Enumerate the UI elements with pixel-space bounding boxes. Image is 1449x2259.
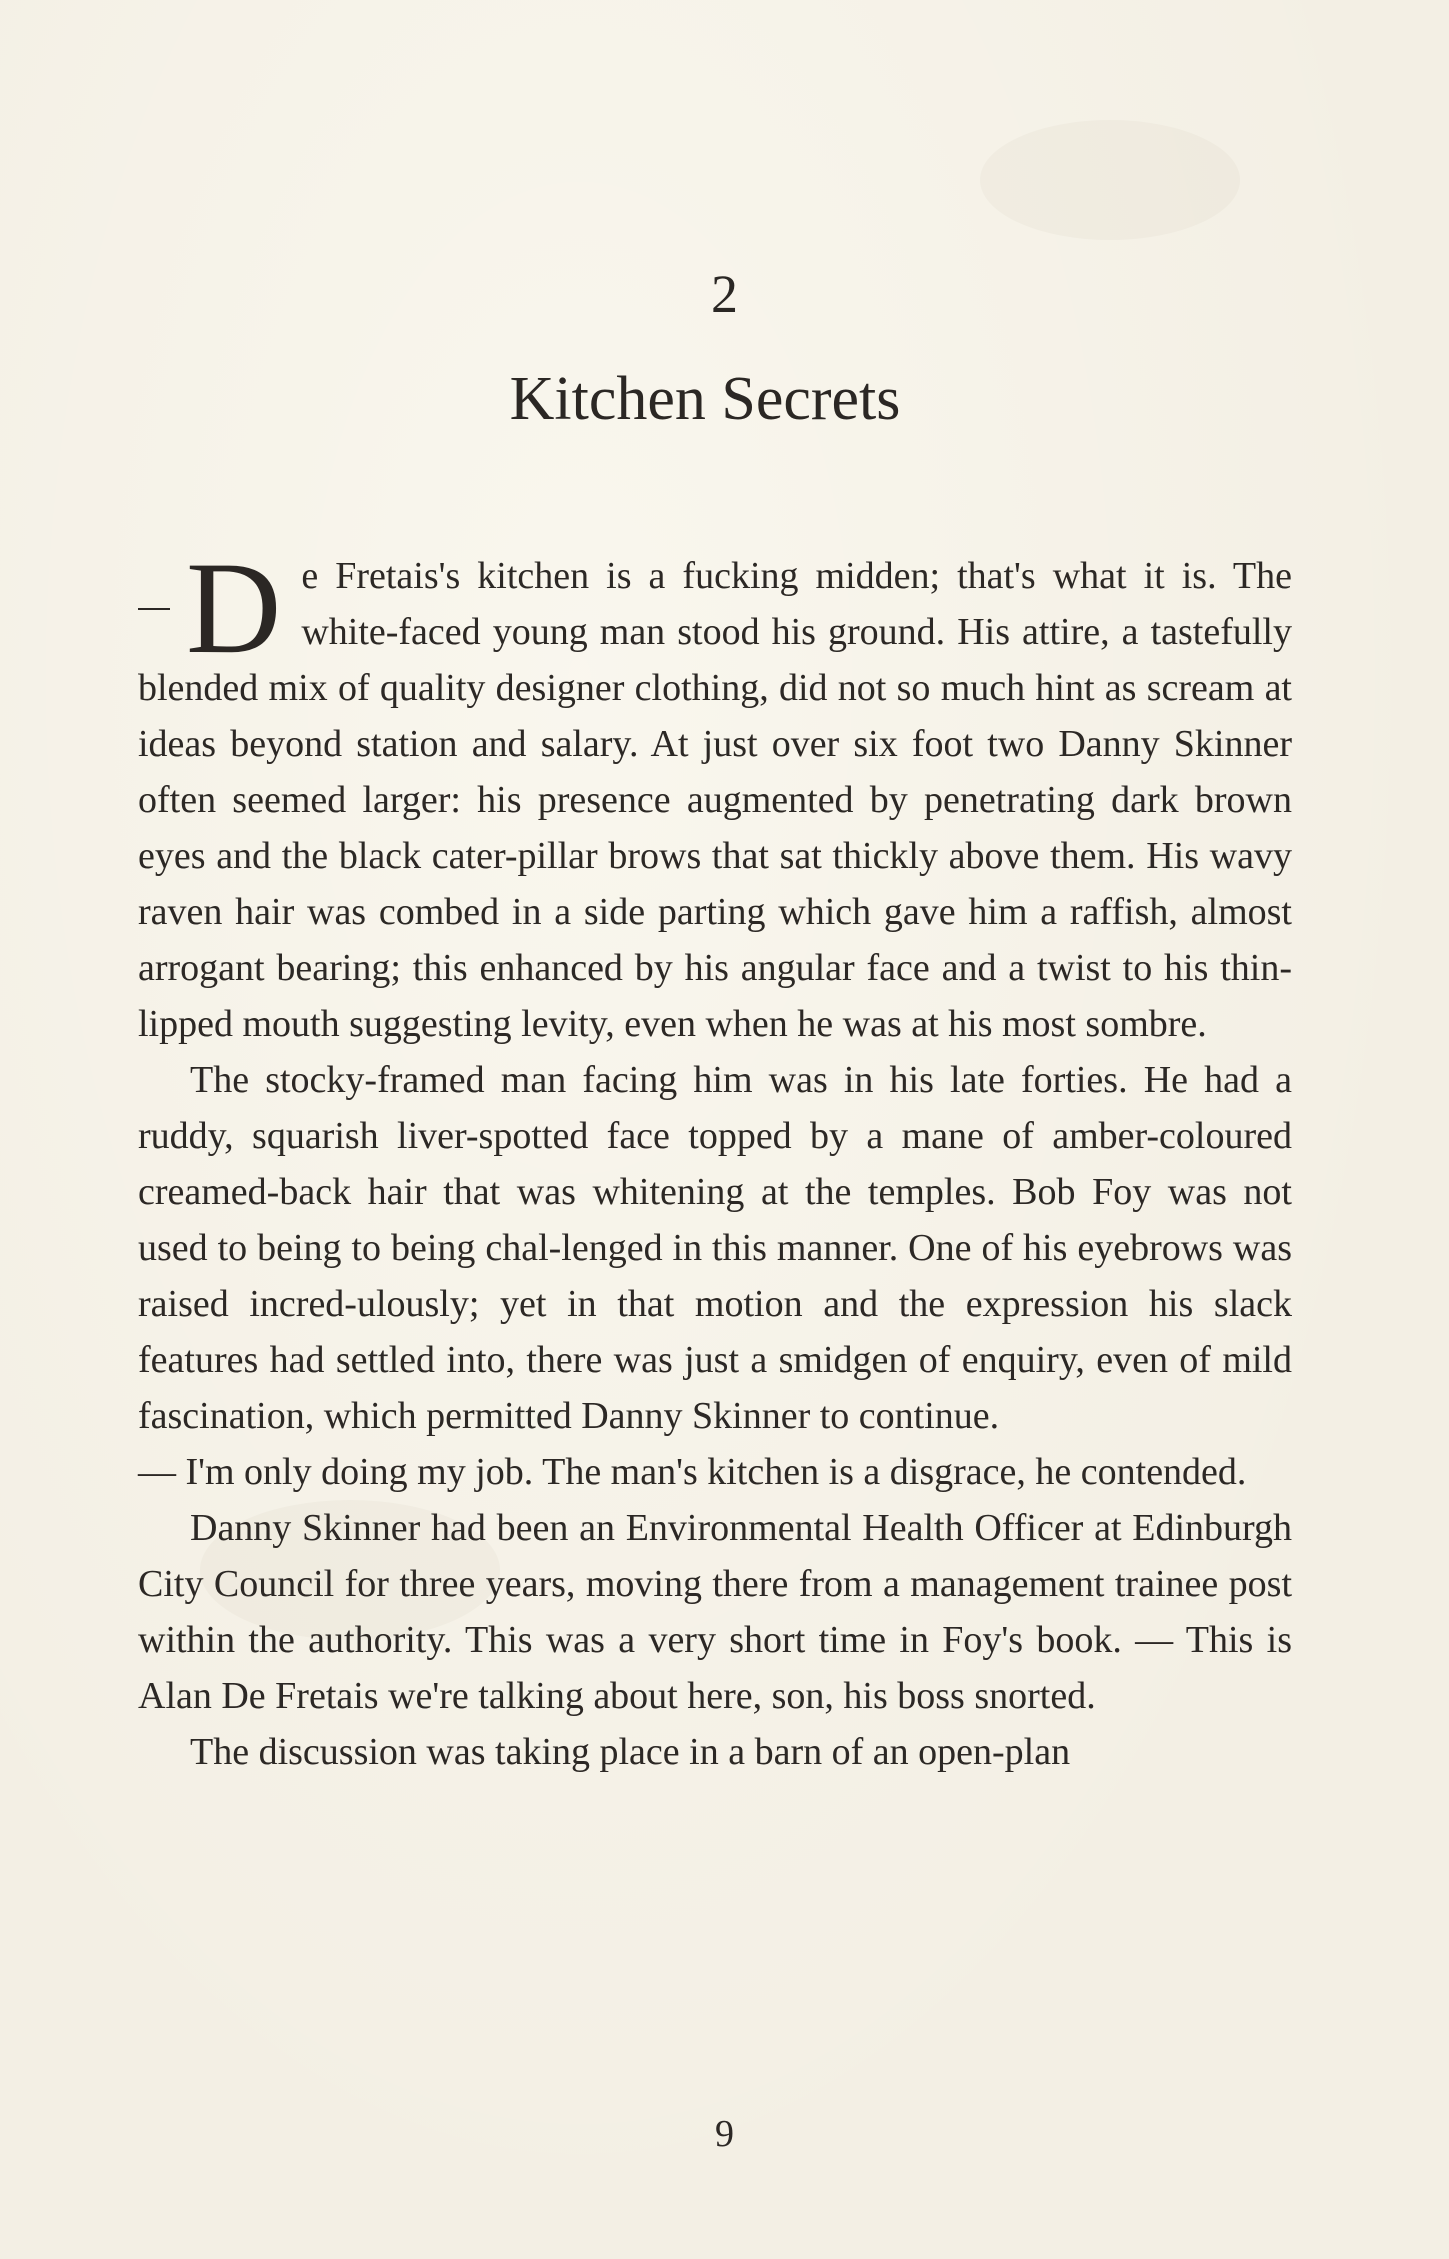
paragraph-3: — I'm only doing my job. The man's kitchen is a disgrace, he contended. [138, 1451, 1247, 1493]
paragraph-4: Danny Skinner had been an Environmental Health Officer at Edinburgh City Council for three years, moving there from a management trainee post within the authority. This was a very short time in Foy's book. — This is Alan De Fretais we're talking about here, son, his boss snorted. [138, 1507, 1292, 1717]
chapter-title: Kitchen Secrets [509, 365, 901, 433]
drop-cap: D [186, 534, 282, 681]
paragraph-1-text: e Fretais's kitchen is a fucking midden; that's what it is. The white-faced young man stood his ground. His attire, a tastefully blended mix of quality designer clothing, did not so much hint as scream at ideas beyond station and salary. At just over six foot two Danny Skinner often seemed larger: his presence augmented by penetrating dark brown eyes and the black cater-pillar brows that sat thickly above them. His wavy raven hair was combed in a side parting which gave him a raffish, almost arrogant bearing; this enhanced by his angular face and a twist to his thin-lipped mouth suggesting levity, even when he was at his most sombre. [138, 555, 1292, 1045]
paragraph-5: The discussion was taking place in a barn of an open-plan [190, 1731, 1071, 1773]
paragraph-1 [138, 534, 1292, 1052]
paper-stain [980, 120, 1240, 240]
chapter-number: 2 [711, 264, 738, 324]
paragraph-2: The stocky-framed man facing him was in his late forties. He had a ruddy, squarish liver-spotted face topped by a mane of amber-coloured creamed-back hair that was whitening at the temples. Bob Foy was not used to being to being chal-lenged in this manner. One of his eyebrows was raised incred-ulously; yet in that motion and the expression his slack features had settled into, there was just a smidgen of enquiry, even of mild fascination, which permitted Danny Skinner to continue. [138, 1059, 1292, 1437]
page-number: 9 [715, 2113, 734, 2155]
body-text [138, 534, 1292, 1780]
dialogue-dash [138, 548, 186, 656]
